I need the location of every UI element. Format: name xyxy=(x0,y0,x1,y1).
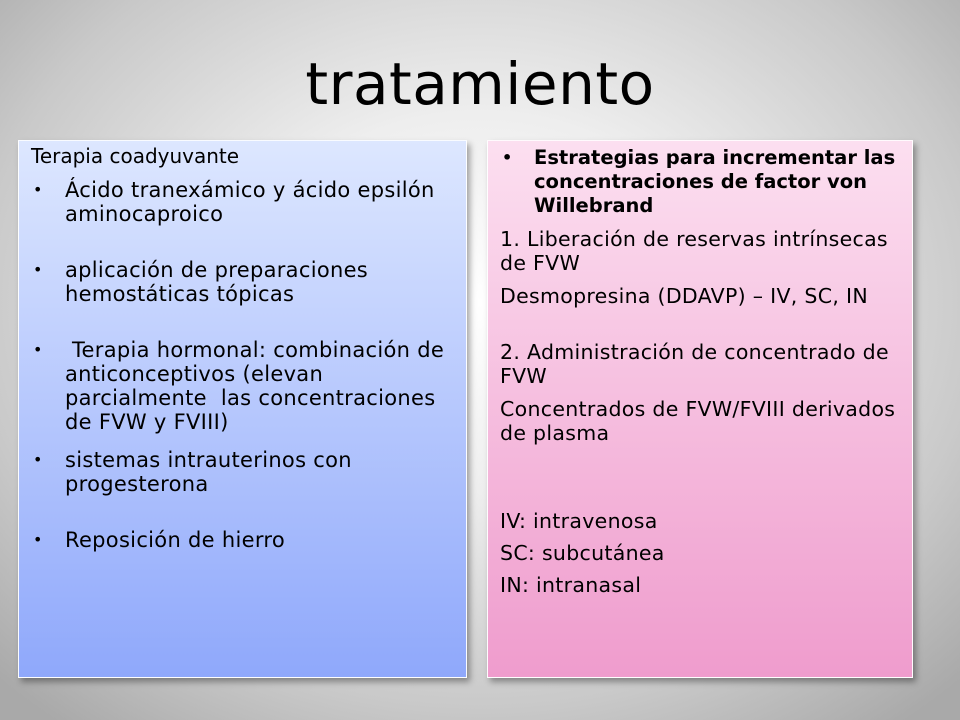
list-item xyxy=(31,528,456,552)
bullet-icon: • xyxy=(502,148,513,167)
list-item xyxy=(31,178,456,226)
text-line: 1. Liberación de reservas intrínsecas de FVW xyxy=(500,227,888,275)
left-content-box xyxy=(18,140,467,678)
text-line: 2. Administración de concentrado de FVW xyxy=(500,340,889,388)
slide-title: tratamiento xyxy=(305,50,655,118)
bullet-icon: • xyxy=(33,180,43,199)
bullet-icon: • xyxy=(33,260,43,279)
bullet-icon: • xyxy=(33,530,43,549)
left-heading: Terapia coadyuvante xyxy=(31,144,240,168)
right-content-box xyxy=(487,140,913,678)
abbreviation-line: SC: subcutánea xyxy=(500,541,665,565)
list-item-text: Terapia hormonal: combinación de anticonceptivos (elevan parcialmente las concentraciones de FVW y FVIII) xyxy=(65,338,452,434)
list-item-text: sistemas intrauterinos con progesterona xyxy=(65,448,352,496)
bullet-icon: • xyxy=(33,340,43,359)
text-line: Desmopresina (DDAVP) – IV, SC, IN xyxy=(500,284,868,308)
list-item xyxy=(31,338,456,434)
abbreviation-line: IN: intranasal xyxy=(500,573,642,597)
list-item-text: Reposición de hierro xyxy=(65,528,286,552)
list-item xyxy=(500,146,902,218)
strategy-heading: Estrategias para incrementar las concentraciones de factor von Willebrand xyxy=(534,146,896,217)
abbreviation-line: IV: intravenosa xyxy=(500,509,658,533)
list-item-text: Ácido tranexámico y ácido epsilón aminocaproico xyxy=(65,178,435,226)
list-item xyxy=(31,448,456,496)
list-item-text: aplicación de preparaciones hemostáticas tópicas xyxy=(65,258,369,306)
bullet-icon: • xyxy=(33,450,43,469)
text-line: Concentrados de FVW/FVIII derivados de plasma xyxy=(500,397,896,445)
list-item xyxy=(31,258,456,306)
